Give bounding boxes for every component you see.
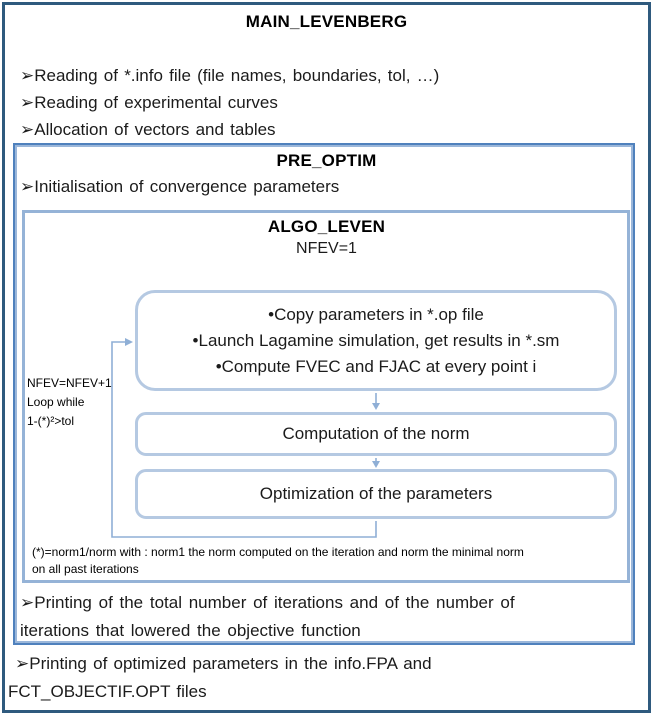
loop-tolerance-condition: 1-(*)²>tol	[27, 414, 75, 428]
step-norm-label: Computation of the norm	[282, 424, 470, 443]
printing-parameters-line-1: ➢Printing of optimized parameters in the info.FPA and	[15, 654, 432, 673]
step-copy-parameters: •Copy parameters in *.op file	[268, 304, 484, 324]
bullet-printing-iterations	[20, 589, 626, 645]
loop-nfev-increment: NFEV=NFEV+1	[27, 376, 112, 390]
loop-condition-label	[27, 374, 127, 431]
bullet-allocation: ➢Allocation of vectors and tables	[20, 120, 276, 139]
step-optimization-box	[135, 469, 617, 519]
step-optimization-label: Optimization of the parameters	[259, 484, 493, 503]
printing-iterations-line-2: iterations that lowered the objective function	[20, 621, 361, 640]
bullet-reading-info-file: ➢Reading of *.info file (file names, boundaries, tol, …)	[20, 66, 440, 85]
pre-optim-title: PRE_OPTIM	[276, 151, 377, 170]
step-compute-fvec-fjac: •Compute FVEC and FJAC at every point i	[215, 356, 537, 376]
step-launch-lagamine: •Launch Lagamine simulation, get results in *.sm	[192, 330, 560, 350]
main-bullet-list	[20, 62, 630, 143]
footnote-line-2: on all past iterations	[32, 561, 139, 576]
algo-leven-subtitle: NFEV=1	[296, 240, 357, 257]
main-levenberg-title: MAIN_LEVENBERG	[245, 12, 408, 31]
bullet-printing-parameters	[8, 650, 638, 706]
bullet-reading-curves: ➢Reading of experimental curves	[20, 93, 278, 112]
step-simulation-box	[135, 290, 617, 391]
algo-leven-title: ALGO_LEVEN	[267, 217, 386, 236]
printing-iterations-line-1: ➢Printing of the total number of iterations and of the number of	[20, 593, 515, 612]
loop-while-label: Loop while	[27, 395, 85, 409]
printing-parameters-line-2: FCT_OBJECTIF.OPT files	[8, 682, 207, 701]
norm-definition-footnote	[32, 544, 620, 577]
step-norm-box	[135, 412, 617, 456]
bullet-initialisation: ➢Initialisation of convergence parameters	[20, 177, 340, 196]
footnote-line-1: (*)=norm1/norm with : norm1 the norm computed on the iteration and norm the minimal norm	[32, 545, 524, 559]
